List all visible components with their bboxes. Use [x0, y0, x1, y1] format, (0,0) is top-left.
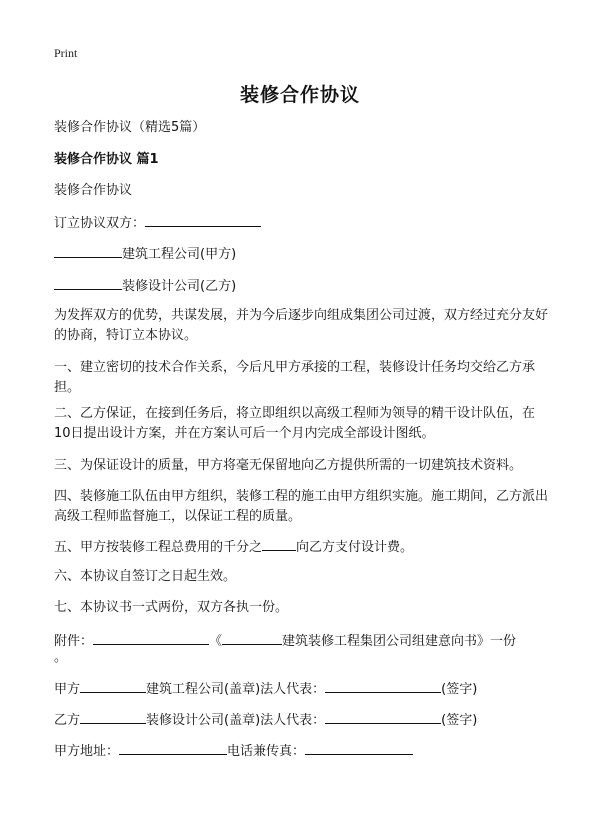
attachment-blank-2: [222, 630, 282, 645]
clause-5-text: 五、甲方按装修工程总费用的千分之: [54, 540, 263, 555]
section-title: 装修合作协议: [54, 183, 133, 198]
party-b-row: [54, 275, 554, 297]
document-subtitle: 装修合作协议（精选5篇）: [54, 120, 206, 135]
signature-b-blank-1: [80, 709, 146, 724]
signature-a-blank-2: [325, 678, 441, 693]
clause-3: 三、为保证设计的质量，甲方将毫无保留地向乙方提供所需的一切建筑技术资料。: [54, 458, 523, 473]
clause-5-blank: [262, 536, 296, 551]
attachment-label: 附件：: [54, 634, 94, 649]
intro-paragraph: 为发挥双方的优势，共谋发展，并为今后逐步向组成集团公司过渡，双方经过充分友好的协商，特订立本协议。: [54, 308, 549, 343]
attachment-end: 。: [54, 650, 68, 665]
document-title: 装修合作协议: [239, 84, 360, 106]
clause-2: 二、乙方保证，在接到任务后，将立即组织以高级工程师为领导的精干设计队伍，在10日提出设计方案，并在方案认可后一个月内完成全部设计图纸。: [54, 406, 536, 441]
attachment-open: 《: [209, 634, 223, 649]
print-link[interactable]: Print: [54, 46, 78, 60]
address-label: 甲方地址：: [54, 744, 120, 759]
signature-a-row: [54, 678, 554, 700]
clause-5-row: [54, 536, 554, 558]
address-row: [54, 740, 554, 762]
clause-4: 四、装修施工队伍由甲方组织，装修工程的施工由甲方组织实施。施工期间，乙方派出高级工程师监督施工，以保证工程的质量。: [54, 489, 549, 524]
signature-b-suffix: (签字): [441, 713, 478, 728]
clause-7: 七、本协议书一式两份，双方各执一份。: [54, 600, 289, 615]
attachment-blank-1: [93, 630, 209, 645]
parties-blank: [145, 212, 261, 227]
section-heading: 装修合作协议 篇1: [54, 152, 159, 167]
party-b-blank: [54, 275, 122, 290]
address-blank: [119, 740, 227, 755]
clause-5-suffix: 向乙方支付设计费。: [296, 540, 414, 555]
signature-a-text: 建筑工程公司(盖章)法人代表：: [146, 682, 326, 697]
party-a-label: 建筑工程公司(甲方): [122, 247, 237, 262]
parties-row: [54, 212, 554, 234]
party-a-row: [54, 243, 554, 265]
signature-b-text: 装修设计公司(盖章)法人代表：: [146, 713, 326, 728]
party-b-label: 装修设计公司(乙方): [122, 279, 237, 294]
clause-1: 一、建立密切的技术合作关系，今后凡甲方承接的工程，装修设计任务均交给乙方承担。: [54, 360, 536, 395]
signature-b-prefix: 乙方: [54, 713, 81, 728]
clause-6: 六、本协议自签订之日起生效。: [54, 569, 237, 584]
signature-a-blank-1: [80, 678, 146, 693]
signature-b-blank-2: [325, 709, 441, 724]
party-a-blank: [54, 243, 122, 258]
attachment-title: 建筑装修工程集团公司组建意向书》一份: [282, 634, 517, 649]
signature-a-prefix: 甲方: [54, 682, 81, 697]
signature-b-row: [54, 709, 554, 731]
signature-a-suffix: (签字): [441, 682, 478, 697]
phone-label: 电话兼传真：: [227, 744, 306, 759]
phone-blank: [305, 740, 413, 755]
parties-label: 订立协议双方：: [54, 216, 146, 231]
